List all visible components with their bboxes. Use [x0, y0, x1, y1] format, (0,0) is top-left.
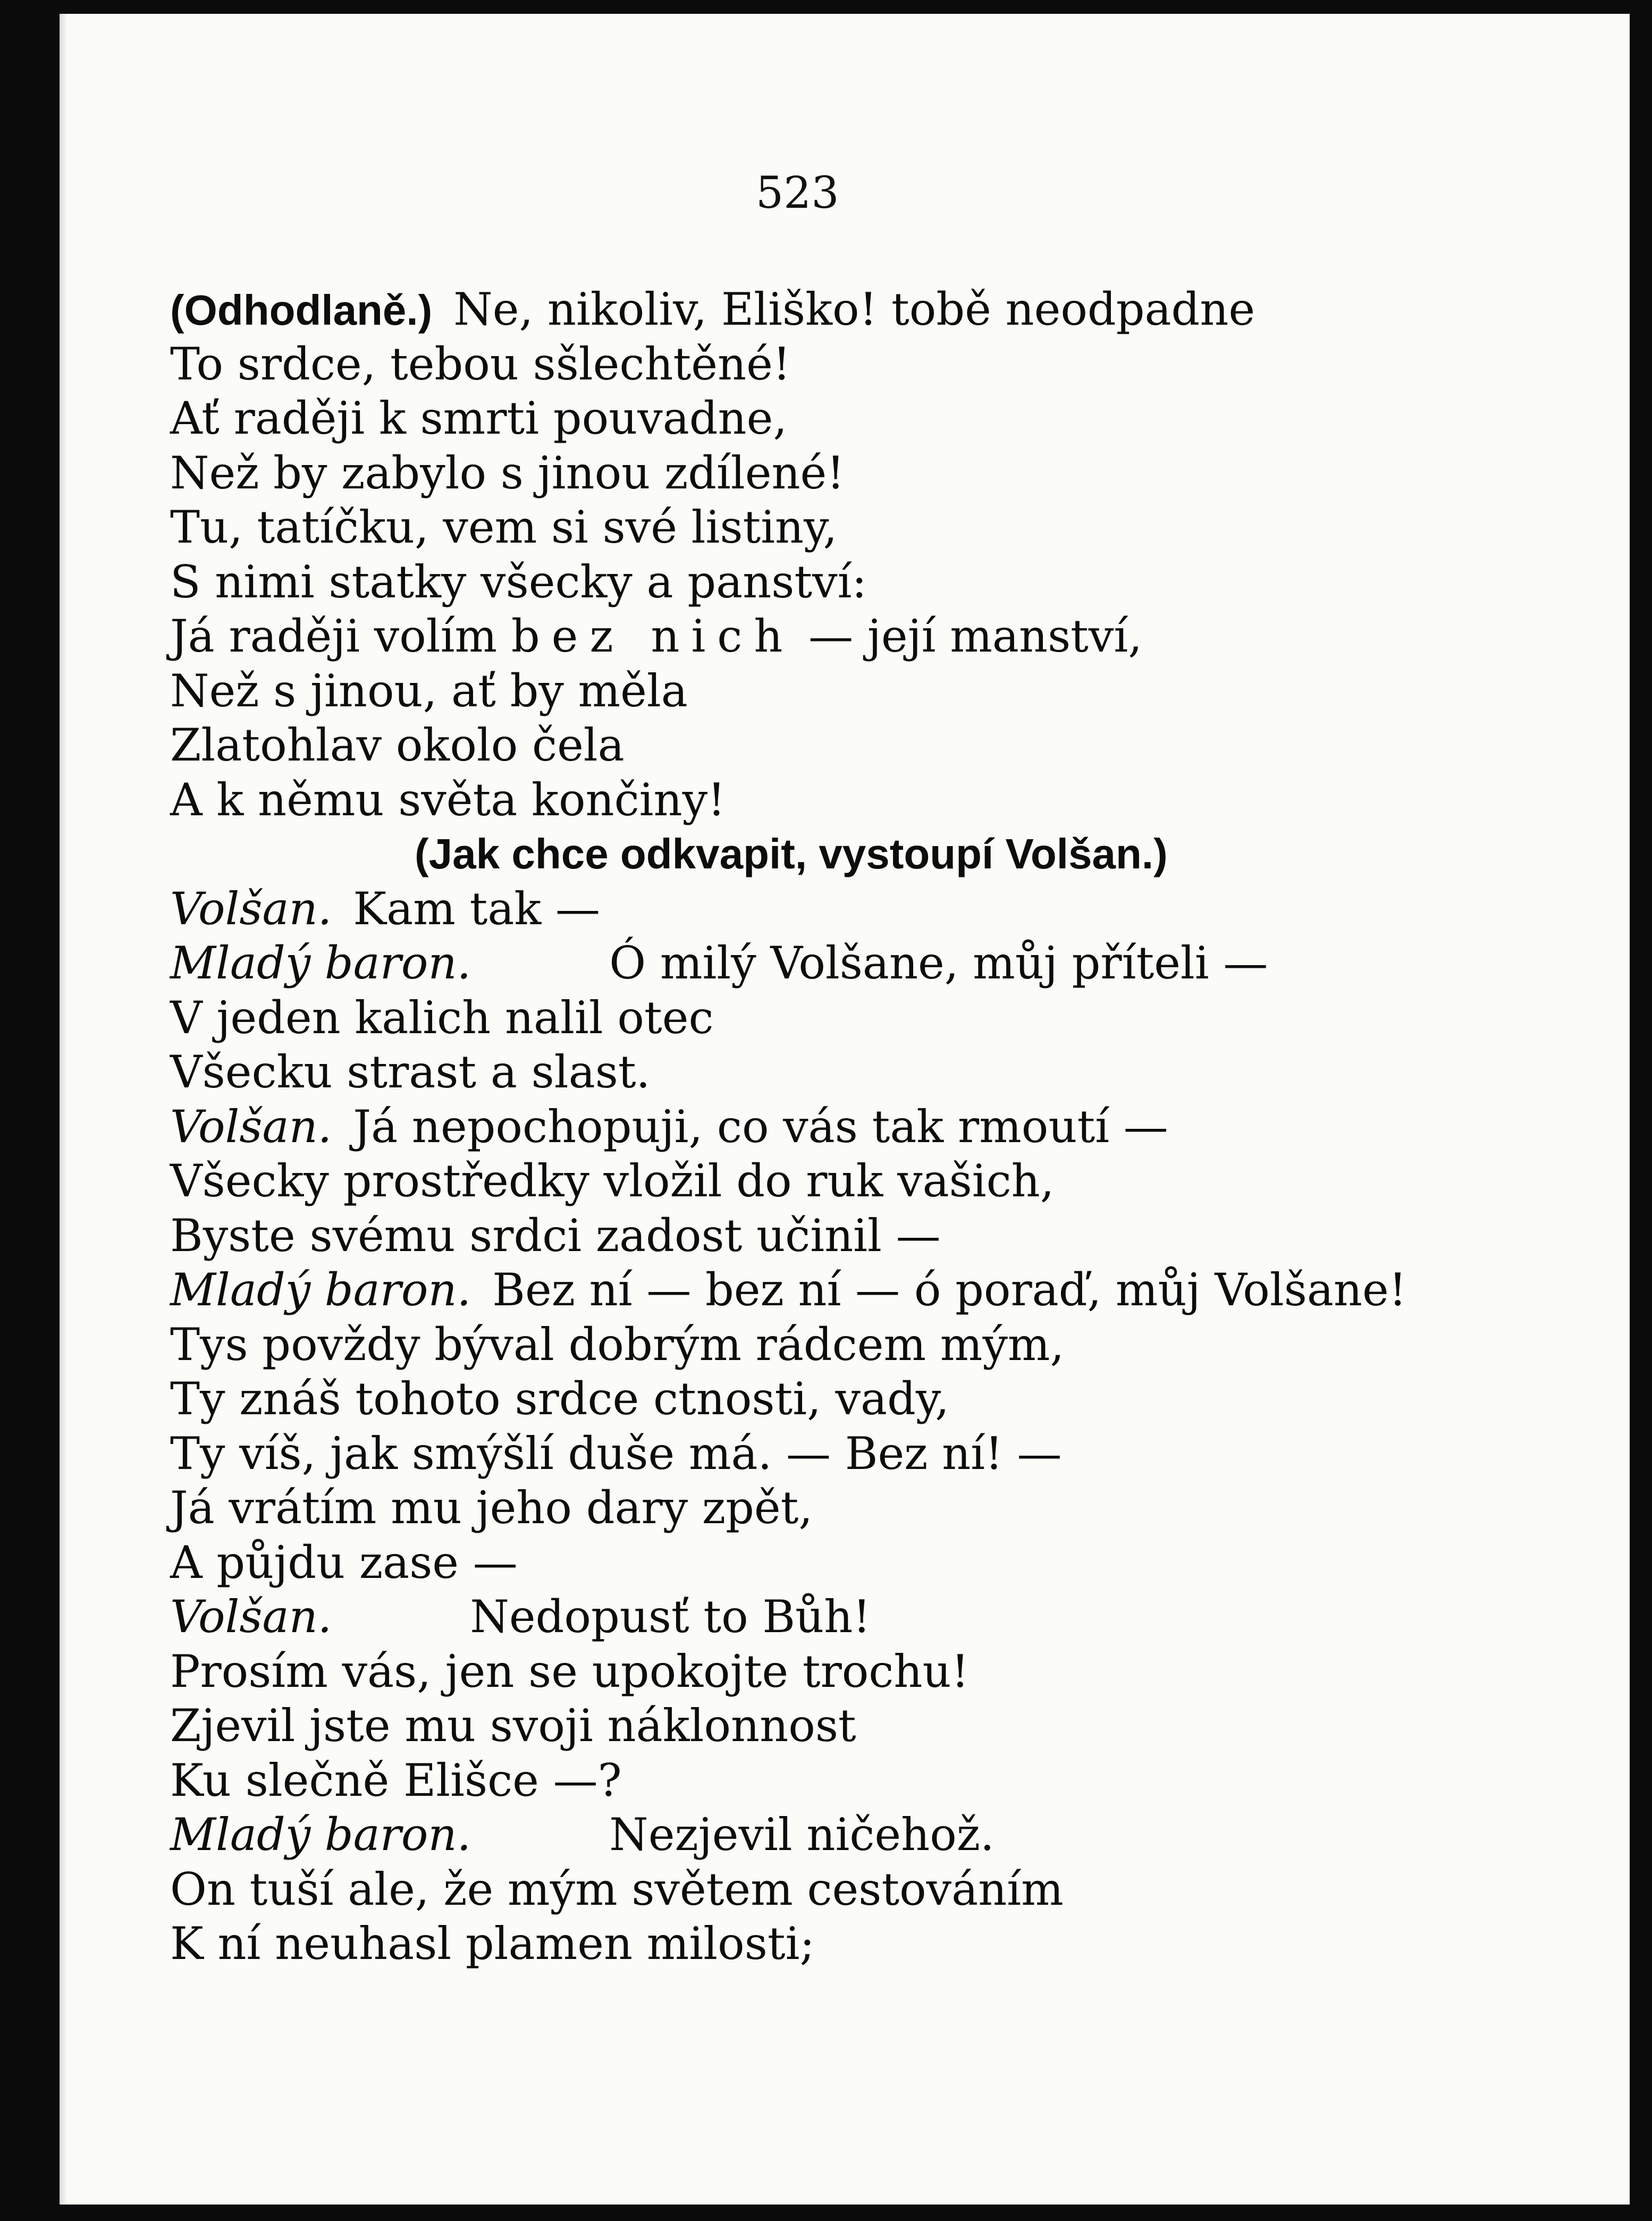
- text-line: [170, 1590, 1520, 1644]
- text-line: K ní neuhasl plamen milosti;: [170, 1918, 815, 1970]
- text-line: [170, 609, 1520, 664]
- text-line: [170, 1808, 1520, 1862]
- emphasized-text: bez nich: [511, 610, 795, 662]
- text-line: Tys povždy býval dobrým rádcem mým,: [170, 1318, 1065, 1371]
- verse: — její manství,: [808, 610, 1142, 662]
- text-line: [170, 936, 1520, 991]
- text-line: Zjevil jste mu svoji náklonnost: [170, 1700, 856, 1752]
- text-line: On tuší ale, že mým světem cestováním: [170, 1863, 1064, 1915]
- text-line: A k němu světa končiny!: [170, 773, 726, 826]
- text-line: S nimi statky všecky a panství:: [170, 555, 867, 608]
- drama-text: [170, 282, 1520, 1971]
- verse: Bez ní — bez ní — ó poraď, můj Volšane!: [492, 1264, 1407, 1316]
- speaker-name: Volšan.: [170, 882, 332, 935]
- text-line: Než s jinou, ať by měla: [170, 664, 688, 717]
- text-line: V jeden kalich nalil otec: [170, 991, 714, 1044]
- verse: Já nepochopuji, co vás tak rmoutí —: [353, 1100, 1168, 1153]
- text-line: [170, 282, 1520, 337]
- text-line: Ty znáš tohoto srdce ctnosti, vady,: [170, 1373, 949, 1425]
- stage-direction: (Jak chce odkvapit, vystoupí Volšan.): [415, 830, 1168, 877]
- text-line: Ať raději k smrti pouvadne,: [170, 392, 788, 444]
- text-line: Tu, tatíčku, vem si své listiny,: [170, 501, 838, 553]
- text-line: A půjdu zase —: [170, 1536, 518, 1589]
- text-line: Všecky prostředky vložil do ruk vašich,: [170, 1155, 1055, 1207]
- verse: Ne, nikoliv, Eliško! tobě neodpadne: [453, 283, 1255, 335]
- text-line: [170, 882, 1520, 936]
- verse: Já raději volím: [170, 610, 498, 662]
- speaker-name: Volšan.: [170, 1591, 332, 1643]
- text-line: Já vrátím mu jeho dary zpět,: [170, 1482, 813, 1534]
- book-page: [60, 14, 1630, 2205]
- page-number: 523: [756, 168, 839, 218]
- text-line: Byste svému srdci zadost učinil —: [170, 1209, 941, 1262]
- text-line: Ku slečně Elišce —?: [170, 1754, 622, 1806]
- text-line: [170, 1100, 1520, 1154]
- stage-direction: (Odhodlaně.): [170, 286, 433, 334]
- text-line: [170, 1263, 1520, 1318]
- text-line: Zlatohlav okolo čela: [170, 719, 625, 771]
- speaker-name: Mladý baron.: [170, 1264, 471, 1316]
- verse: Nedopusť to Bůh!: [470, 1591, 871, 1643]
- page-binding-edge: [60, 14, 67, 2205]
- verse: Nezjevil ničehož.: [609, 1809, 994, 1861]
- text-line: Prosím vás, jen se upokojte trochu!: [170, 1645, 970, 1698]
- text-line: To srdce, tebou sšlechtěné!: [170, 337, 791, 390]
- text-line: Ty víš, jak smýšlí duše má. — Bez ní! —: [170, 1427, 1062, 1480]
- verse: Kam tak —: [353, 882, 601, 935]
- text-line: Než by zabylo s jinou zdílené!: [170, 446, 845, 499]
- verse: Ó milý Volšane, můj příteli —: [609, 937, 1268, 989]
- speaker-name: Volšan.: [170, 1100, 332, 1153]
- text-line: Všecku strast a slast.: [170, 1046, 651, 1098]
- speaker-name: Mladý baron.: [170, 1809, 471, 1861]
- speaker-name: Mladý baron.: [170, 937, 471, 989]
